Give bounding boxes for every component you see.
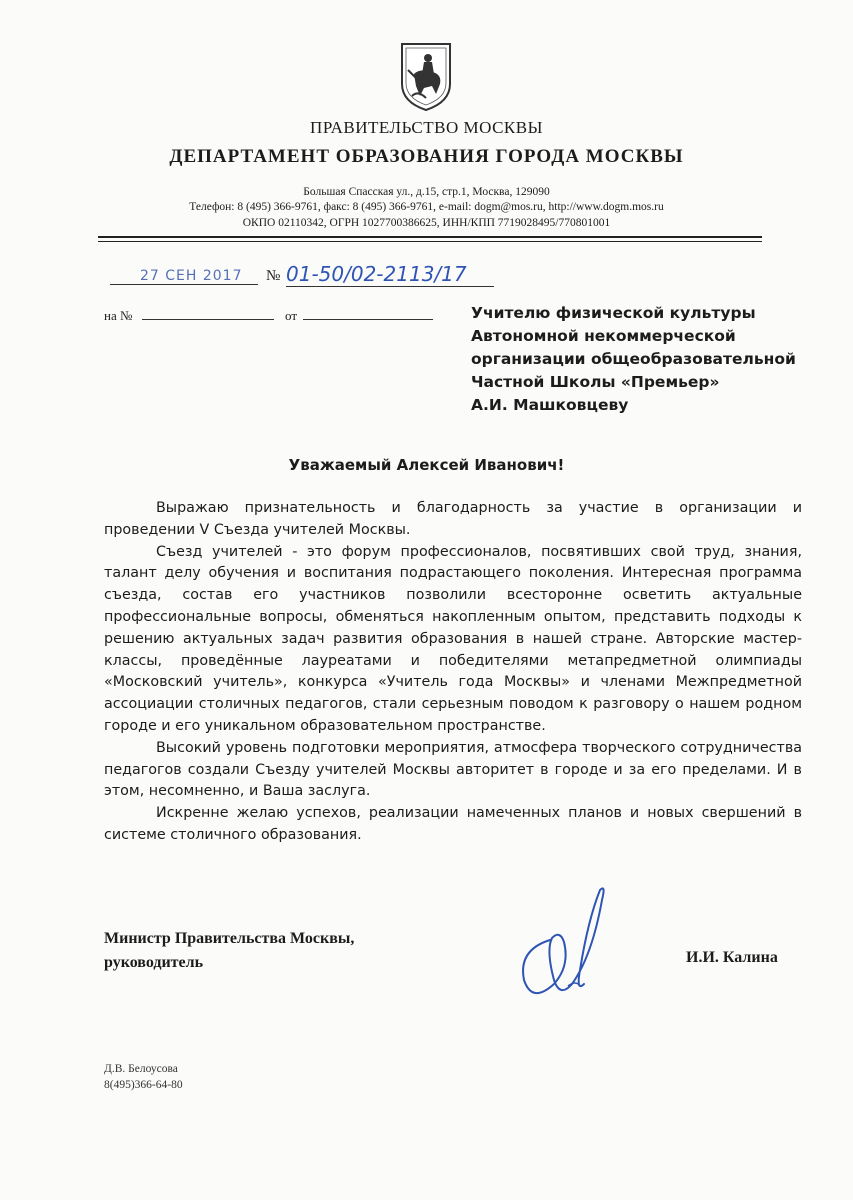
department-title: ДЕПАРТАМЕНТ ОБРАЗОВАНИЯ ГОРОДА МОСКВЫ: [169, 146, 684, 167]
recipient-line: А.И. Машковцеву: [471, 396, 629, 414]
department-codes: ОКПО 02110342, ОГРН 1027700386625, ИНН/КПП 7719028495/770801001: [242, 217, 611, 229]
signatory-role: [104, 927, 354, 975]
reference-number-blank: [142, 319, 274, 320]
department-contacts: Телефон: 8 (495) 366-9761, факс: 8 (495) 366-9761, e-mail: dogm@mos.ru, http://www.dogm.mos.ru: [189, 201, 664, 213]
body-paragraph: Высокий уровень подготовки мероприятия, атмосфера творческого сотрудничества педагогов создали Съезду учителей Москвы авторитет в городе и за его пределами. И в этом, несомненно, и Ваша заслуга.: [104, 739, 802, 800]
recipient-line: организации общеобразовательной: [471, 350, 796, 368]
executor-info: [104, 1061, 183, 1093]
signatory-role-line: Министр Правительства Москвы,: [104, 930, 355, 947]
executor-name: Д.В. Белоусова: [104, 1063, 178, 1075]
signatory-role-line: руководитель: [104, 954, 204, 971]
reference-date-blank: [303, 319, 433, 320]
body-paragraph: Выражаю признательность и благодарность за участие в организации и проведении V Съезда учителей Москвы.: [104, 500, 802, 538]
department-address: Большая Спасская ул., д.15, стр.1, Москва, 129090: [303, 186, 550, 198]
handwritten-signature-icon: [510, 880, 630, 1010]
header-divider-thin: [98, 241, 762, 242]
moscow-coat-of-arms-icon: [398, 40, 454, 112]
recipient-line: Частной Школы «Премьер»: [471, 373, 720, 391]
letter-body: [104, 498, 802, 847]
header-divider: [98, 236, 762, 238]
registration-number-label: №: [266, 268, 281, 284]
recipient-block: [471, 302, 796, 417]
recipient-line: Учителю физической культуры: [471, 304, 756, 322]
government-title: ПРАВИТЕЛЬСТВО МОСКВЫ: [310, 118, 543, 137]
greeting: Уважаемый Алексей Иванович!: [288, 456, 565, 474]
signatory-name: И.И. Калина: [686, 949, 778, 966]
recipient-line: Автономной некоммерческой: [471, 327, 736, 345]
registration-date: 27 СЕН 2017: [110, 268, 258, 285]
body-paragraph: Съезд учителей - это форум профессионалов, посвятивших свой труд, знания, талант делу обучения и воспитания подрастающего поколения. Интересная программа съезда, состав его участников позволили всесторонне осветить актуальные профессиональные вопросы, обменяться накопленным опытом, представить подходы к решению актуальных задач развития образования в нашей стране. Авторские мастер-классы, проведённые лауреатами и победителями метапредметной олимпиады «Московский учитель», конкурса «Учитель года Москвы» и членами Межпредметной ассоциации столичных педагогов, стали серьезным поводом к разговору о нашем родном городе и его уникальном образовательном пространстве.: [104, 543, 802, 734]
executor-phone: 8(495)366-64-80: [104, 1079, 183, 1091]
registration-number: 01-50/02-2113/17: [286, 262, 494, 287]
reference-date-label: от: [285, 308, 298, 323]
body-paragraph: Искренне желаю успехов, реализации намеченных планов и новых свершений в системе столичного образования.: [104, 805, 802, 843]
reference-label: на №: [104, 308, 133, 323]
